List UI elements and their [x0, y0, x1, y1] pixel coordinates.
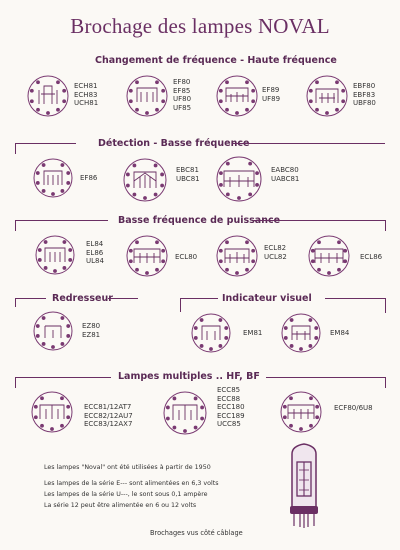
tube-socket-icon [160, 388, 210, 438]
socket-pin [200, 318, 204, 322]
socket-pin [315, 405, 319, 409]
tube-labels-group-8 [86, 240, 104, 266]
socket-pin [209, 347, 213, 351]
socket-pin [283, 415, 287, 419]
tube-label: EABC80 [271, 166, 299, 174]
tube-label: EZ81 [82, 330, 101, 339]
socket-pin [245, 268, 249, 272]
tube-socket-icon [212, 232, 262, 280]
socket-pin [34, 405, 38, 409]
socket-pin [50, 427, 54, 431]
tube-label: EF86 [80, 174, 98, 182]
socket-pin [317, 240, 321, 244]
socket-pin [44, 240, 48, 244]
tube-labels-group-6 [176, 166, 200, 183]
socket-pin [327, 271, 331, 275]
socket-pin [40, 396, 44, 400]
socket-pin [161, 89, 165, 93]
socket-pin [126, 184, 130, 188]
socket-pin [314, 326, 318, 330]
section-heading-indicateur: Indicateur visuel [222, 293, 312, 304]
note-line: Les lampes "Noval" ont été utilisées à partir de 1950 [44, 464, 211, 471]
socket-pin [224, 326, 228, 330]
socket-pin [200, 344, 204, 348]
tube-labels-group-7 [271, 166, 299, 183]
socket-pin [36, 108, 40, 112]
socket-pin [68, 258, 72, 262]
socket-pin [317, 268, 321, 272]
socket-pin [219, 183, 223, 187]
socket-pin [245, 80, 249, 84]
tube-label: ECL80 [175, 253, 198, 261]
divider [232, 143, 385, 144]
tube-labels-group-1 [74, 82, 98, 108]
socket-pin [53, 269, 57, 273]
tube-label: ECC81/12AT7 [84, 403, 132, 411]
tube-labels-group-16 [217, 386, 245, 429]
socket-pin [66, 324, 70, 328]
socket-pin [194, 397, 198, 401]
divider [180, 298, 218, 299]
socket-pin [161, 99, 165, 103]
socket-pin [248, 192, 252, 196]
section-heading-puissance: Basse fréquence de puissance [118, 215, 281, 226]
tube-labels-group-13 [243, 329, 262, 338]
socket-pin [219, 89, 223, 93]
tube-label: ECC83/12AX7 [84, 420, 133, 429]
socket-pin [224, 336, 228, 340]
socket-pin [46, 111, 50, 115]
socket-pin [66, 334, 70, 338]
socket-pin [135, 240, 139, 244]
socket-pin [30, 89, 34, 93]
tube-socket-icon [30, 155, 76, 201]
socket-pin [66, 181, 70, 185]
socket-pin [325, 111, 329, 115]
socket-pin [219, 99, 223, 103]
socket-pin [309, 344, 313, 348]
tube-label: EZ80 [82, 322, 101, 330]
socket-pin [299, 427, 303, 431]
socket-pin [251, 259, 255, 263]
socket-pin [60, 396, 64, 400]
section-heading-detection: Détection - Basse fréquence [98, 138, 250, 149]
socket-pin [200, 406, 204, 410]
tube-label: UF85 [173, 103, 192, 112]
tube-labels-group-12 [82, 322, 100, 339]
section-heading-changement: Changement de fréquence - Haute fréquence [95, 55, 337, 66]
socket-pin [284, 326, 288, 330]
socket-pin [314, 336, 318, 340]
socket-pin [337, 268, 341, 272]
socket-pin [60, 424, 64, 428]
socket-pin [166, 417, 170, 421]
socket-pin [56, 80, 60, 84]
tube-label: UBC81 [176, 174, 200, 183]
socket-pin [335, 80, 339, 84]
socket-pin [36, 80, 40, 84]
socket-pin [38, 248, 42, 252]
tube-socket-icon [303, 72, 351, 120]
socket-pin [225, 268, 229, 272]
tube-label: UL84 [86, 257, 104, 266]
tube-label: EM84 [330, 329, 350, 337]
socket-pin [161, 249, 165, 253]
socket-pin [62, 99, 66, 103]
socket-pin [66, 171, 70, 175]
socket-pin [61, 163, 65, 167]
socket-pin [68, 248, 72, 252]
socket-pin [311, 249, 315, 253]
tube-labels-group-11 [360, 253, 382, 262]
socket-pin [200, 417, 204, 421]
tube-labels-group-15 [84, 403, 133, 429]
section-heading-redresseur: Redresseur [52, 293, 113, 304]
tube-label: UF89 [262, 94, 281, 103]
socket-pin [290, 318, 294, 322]
tube-socket-icon [278, 310, 324, 356]
socket-pin [135, 268, 139, 272]
socket-pin [133, 164, 137, 168]
socket-pin [154, 164, 158, 168]
note-line: Les lampes de la série U---, le sont sous 0,1 ampère [44, 491, 208, 498]
section-frame [325, 298, 386, 313]
tube-label: ECC189 [217, 411, 245, 420]
socket-pin [161, 259, 165, 263]
section-heading-multiples: Lampes multiples .. HF, BF [118, 371, 260, 382]
socket-pin [63, 266, 67, 270]
socket-pin [341, 99, 345, 103]
noval-tube-illustration [284, 440, 324, 530]
tube-label: EBF80 [353, 82, 376, 90]
socket-pin [160, 184, 164, 188]
tube-labels-group-10 [264, 244, 287, 261]
tube-socket-icon [188, 310, 234, 356]
socket-pin [341, 89, 345, 93]
socket-pin [289, 396, 293, 400]
socket-pin [62, 89, 66, 93]
socket-pin [36, 181, 40, 185]
socket-pin [30, 99, 34, 103]
tube-label: ECC180 [217, 403, 245, 412]
socket-pin [129, 99, 133, 103]
socket-pin [133, 193, 137, 197]
socket-pin [309, 99, 313, 103]
socket-pin [61, 316, 65, 320]
socket-pin [235, 111, 239, 115]
tube-label: ECL86 [360, 253, 383, 261]
tube-socket-icon [302, 232, 356, 280]
tube-label: EF89 [262, 86, 280, 94]
divider [180, 298, 181, 312]
tube-labels-group-17 [334, 404, 373, 413]
socket-pin [255, 171, 259, 175]
socket-pin [44, 266, 48, 270]
tube-socket-icon [123, 72, 171, 120]
socket-pin [226, 192, 230, 196]
socket-pin [40, 424, 44, 428]
socket-pin [255, 183, 259, 187]
tube-socket-icon [210, 153, 268, 205]
socket-pin [284, 336, 288, 340]
tube-labels-group-2 [173, 78, 191, 112]
note-line: La série 12 peut être alimentée en 6 ou 12 volts [44, 502, 197, 509]
socket-pin [283, 405, 287, 409]
socket-pin [343, 249, 347, 253]
socket-pin [335, 108, 339, 112]
socket-pin [183, 429, 187, 433]
tube-labels-group-9 [175, 253, 197, 262]
tube-labels-group-5 [80, 174, 97, 183]
socket-pin [251, 89, 255, 93]
socket-pin [66, 405, 70, 409]
socket-pin [36, 171, 40, 175]
tube-socket-icon [122, 232, 172, 280]
tube-labels-group-4 [353, 82, 376, 108]
tube-label: UCL82 [264, 252, 287, 261]
socket-pin [219, 171, 223, 175]
socket-pin [315, 108, 319, 112]
footer-caption: Brochages vus côté câblage [150, 529, 243, 537]
socket-pin [155, 268, 159, 272]
socket-pin [129, 259, 133, 263]
socket-pin [315, 80, 319, 84]
socket-pin [135, 80, 139, 84]
tube-label: UF80 [173, 95, 192, 104]
socket-pin [36, 334, 40, 338]
socket-pin [63, 240, 67, 244]
socket-pin [343, 259, 347, 263]
socket-pin [126, 173, 130, 177]
socket-pin [225, 108, 229, 112]
page-title: Brochage des lampes NOVAL [70, 14, 330, 38]
tube-socket-icon [120, 155, 170, 205]
socket-pin [34, 415, 38, 419]
socket-pin [245, 240, 249, 244]
tube-socket-icon [213, 72, 261, 120]
tube-label: EBC81 [176, 166, 199, 174]
socket-pin [155, 240, 159, 244]
socket-pin [145, 111, 149, 115]
socket-pin [289, 424, 293, 428]
socket-pin [36, 324, 40, 328]
socket-pin [194, 326, 198, 330]
socket-pin [290, 344, 294, 348]
tube-socket-icon [24, 72, 72, 120]
socket-pin [225, 80, 229, 84]
tube-label: ECC82/12AU7 [84, 411, 133, 420]
socket-pin [66, 415, 70, 419]
tube-socket-icon [32, 232, 78, 278]
socket-pin [251, 99, 255, 103]
socket-pin [219, 344, 223, 348]
socket-pin [129, 89, 133, 93]
tube-label: UCH81 [74, 99, 99, 108]
socket-pin [173, 426, 177, 430]
socket-pin [38, 258, 42, 262]
socket-pin [219, 259, 223, 263]
socket-pin [219, 249, 223, 253]
tube-label: ECF80/6U8 [334, 404, 373, 412]
socket-pin [145, 271, 149, 275]
socket-pin [337, 240, 341, 244]
socket-pin [235, 271, 239, 275]
tube-label: UBF80 [353, 99, 376, 108]
socket-pin [61, 189, 65, 193]
section-frame [15, 298, 46, 307]
socket-pin [309, 318, 313, 322]
socket-pin [173, 397, 177, 401]
socket-pin [143, 196, 147, 200]
socket-pin [251, 249, 255, 253]
tube-label: ECL82 [264, 244, 287, 252]
tube-label: EBF83 [353, 90, 376, 99]
socket-pin [225, 240, 229, 244]
tube-label: EM81 [243, 329, 263, 337]
socket-pin [245, 108, 249, 112]
socket-pin [51, 192, 55, 196]
tube-socket-icon [30, 308, 76, 354]
socket-pin [299, 347, 303, 351]
tube-label: EL86 [86, 248, 104, 257]
socket-pin [219, 318, 223, 322]
socket-pin [237, 196, 241, 200]
socket-pin [194, 336, 198, 340]
divider [108, 298, 138, 299]
socket-pin [135, 108, 139, 112]
socket-pin [309, 424, 313, 428]
tube-socket-icon [28, 388, 76, 436]
socket-pin [155, 80, 159, 84]
socket-pin [42, 189, 46, 193]
socket-pin [309, 89, 313, 93]
section-frame [15, 377, 111, 388]
socket-pin [226, 162, 230, 166]
tube-socket-icon [276, 388, 326, 436]
socket-pin [160, 173, 164, 177]
section-frame [254, 220, 386, 231]
tube-label: ECC85 [217, 386, 241, 394]
tube-label: EF80 [173, 78, 191, 86]
socket-pin [61, 342, 65, 346]
socket-pin [51, 345, 55, 349]
tube-label: EL84 [86, 240, 104, 248]
socket-pin [42, 163, 46, 167]
tube-label: ECH81 [74, 82, 98, 90]
socket-pin [129, 249, 133, 253]
tube-label: UABC81 [271, 174, 300, 183]
note-line: Les lampes de la série E--- sont alimentées en 6,3 volts [44, 480, 219, 487]
tube-label: ECC88 [217, 394, 241, 403]
socket-pin [311, 259, 315, 263]
section-frame [15, 220, 108, 231]
section-frame [266, 377, 386, 388]
section-frame [15, 143, 76, 154]
socket-pin [42, 342, 46, 346]
socket-pin [248, 162, 252, 166]
tube-label: ECH83 [74, 90, 98, 99]
socket-pin [154, 193, 158, 197]
socket-pin [194, 426, 198, 430]
tube-labels-group-3 [262, 86, 280, 103]
socket-pin [155, 108, 159, 112]
socket-pin [315, 415, 319, 419]
tube-label: EF85 [173, 86, 191, 95]
socket-pin [166, 406, 170, 410]
socket-pin [42, 316, 46, 320]
tube-labels-group-14 [330, 329, 349, 338]
socket-pin [309, 396, 313, 400]
tube-label: UCC85 [217, 420, 241, 429]
socket-pin [56, 108, 60, 112]
